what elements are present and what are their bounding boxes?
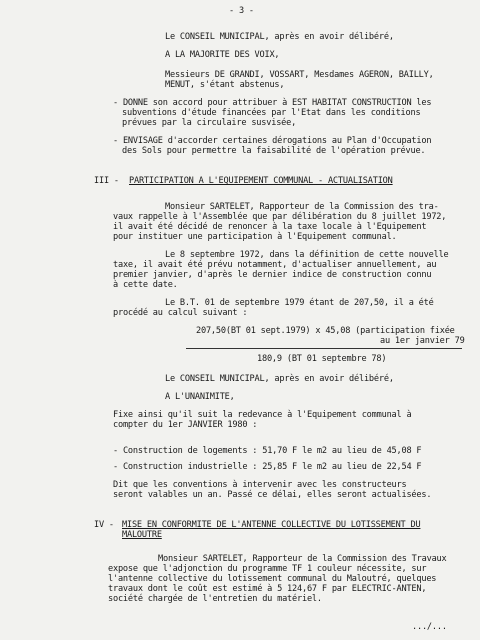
item1-line-1: - DONNE son accord pour attribuer à EST HABITAT CONSTRUCTION les: [113, 98, 432, 108]
formula-numerator-line-2: au 1er janvier 79: [380, 336, 465, 346]
item2-line-2: des Sols pour permettre la faisabilité de l'opération prévue.: [122, 146, 426, 156]
section3-number: III -: [94, 176, 119, 186]
abstain-line-2: MENUT, s'étant abstenus,: [165, 80, 285, 90]
item1-line-3: prévues par la circulaire susvisée,: [122, 118, 297, 128]
rate-industrial: - Construction industrielle : 25,85 F le m2 au lieu de 22,54 F: [113, 462, 422, 472]
section4-title-line-2: MALOUTRE: [122, 530, 162, 540]
s3-p2-line-3: premier janvier, d'après le dernier indice de construction connu: [113, 270, 432, 280]
s4-p1-line-2: expose que l'adjonction du programme TF 1 couleur nécessite, sur: [108, 564, 427, 574]
fraction-bar: [186, 348, 462, 349]
majority-line: A LA MAJORITE DES VOIX,: [165, 50, 280, 60]
formula-numerator-line-1: 207,50(BT 01 sept.1979) x 45,08 (participation fixée: [196, 326, 455, 336]
conventions-line-2: seront valables un an. Passé ce délai, elles seront actualisées.: [113, 490, 432, 500]
formula-denominator: 180,9 (BT 01 septembre 78): [257, 354, 387, 364]
section4-title-line-1: MISE EN CONFORMITE DE L'ANTENNE COLLECTIVE DU LOTISSEMENT DU: [122, 520, 421, 530]
continuation-marker: .../...: [412, 622, 447, 632]
s3-p2-line-2: taxe, il avait été prévu notamment, d'actualiser annuellement, au: [113, 260, 437, 270]
council-intro: Le CONSEIL MUNICIPAL, après en avoir délibéré,: [165, 32, 394, 42]
s3-p1-line-4: pour instituer une participation à l'Equipement communal.: [113, 232, 397, 242]
fix-line-1: Fixe ainsi qu'il suit la redevance à l'Equipement communal à: [113, 410, 412, 420]
s3-p3-line-2: procédé au calcul suivant :: [113, 308, 248, 318]
unanimity-line: A L'UNANIMITE,: [165, 392, 235, 402]
item1-line-2: subventions d'étude financées par l'Etat dans les conditions: [122, 108, 421, 118]
page-number: - 3 -: [229, 6, 254, 16]
s4-p1-line-5: société chargée de l'entretien du matériel.: [108, 594, 322, 604]
s4-p1-line-4: travaux dont le coût est estimé à 5 124,67 F par ELECTRIC-ANTEN,: [108, 584, 427, 594]
section4-number: IV -: [94, 520, 114, 530]
s4-p1-line-1: Monsieur SARTELET, Rapporteur de la Commission des Travaux: [158, 554, 447, 564]
s3-p2-line-4: à cette date.: [113, 280, 178, 290]
s3-p1-line-3: il avait été décidé de renoncer à la taxe locale à l'Equipement: [113, 222, 427, 232]
s3-p3-line-1: Le B.T. 01 de septembre 1979 étant de 207,50, il a été: [165, 298, 434, 308]
section3-title: PARTICIPATION A L'EQUIPEMENT COMMUNAL - ACTUALISATION: [129, 176, 393, 186]
s4-p1-line-3: l'antenne collective du lotissement communal du Maloutré, quelques: [108, 574, 437, 584]
item2-line-1: - ENVISAGE d'accorder certaines dérogations au Plan d'Occupation: [113, 136, 432, 146]
rate-housing: - Construction de logements : 51,70 F le m2 au lieu de 45,08 F: [113, 446, 422, 456]
fix-line-2: compter du 1er JANVIER 1980 :: [113, 420, 258, 430]
conventions-line-1: Dit que les conventions à intervenir avec les constructeurs: [113, 480, 407, 490]
abstain-line-1: Messieurs DE GRANDI, VOSSART, Mesdames AGERON, BAILLY,: [165, 70, 434, 80]
s3-p1-line-1: Monsieur SARTELET, Rapporteur de la Commission des tra-: [165, 202, 439, 212]
s3-p2-line-1: Le 8 septembre 1972, dans la définition de cette nouvelle: [165, 250, 449, 260]
s3-p1-line-2: vaux rappelle à l'Assemblée que par délibération du 8 juillet 1972,: [113, 212, 447, 222]
council-intro-2: Le CONSEIL MUNICIPAL, après en avoir délibéré,: [165, 374, 394, 384]
